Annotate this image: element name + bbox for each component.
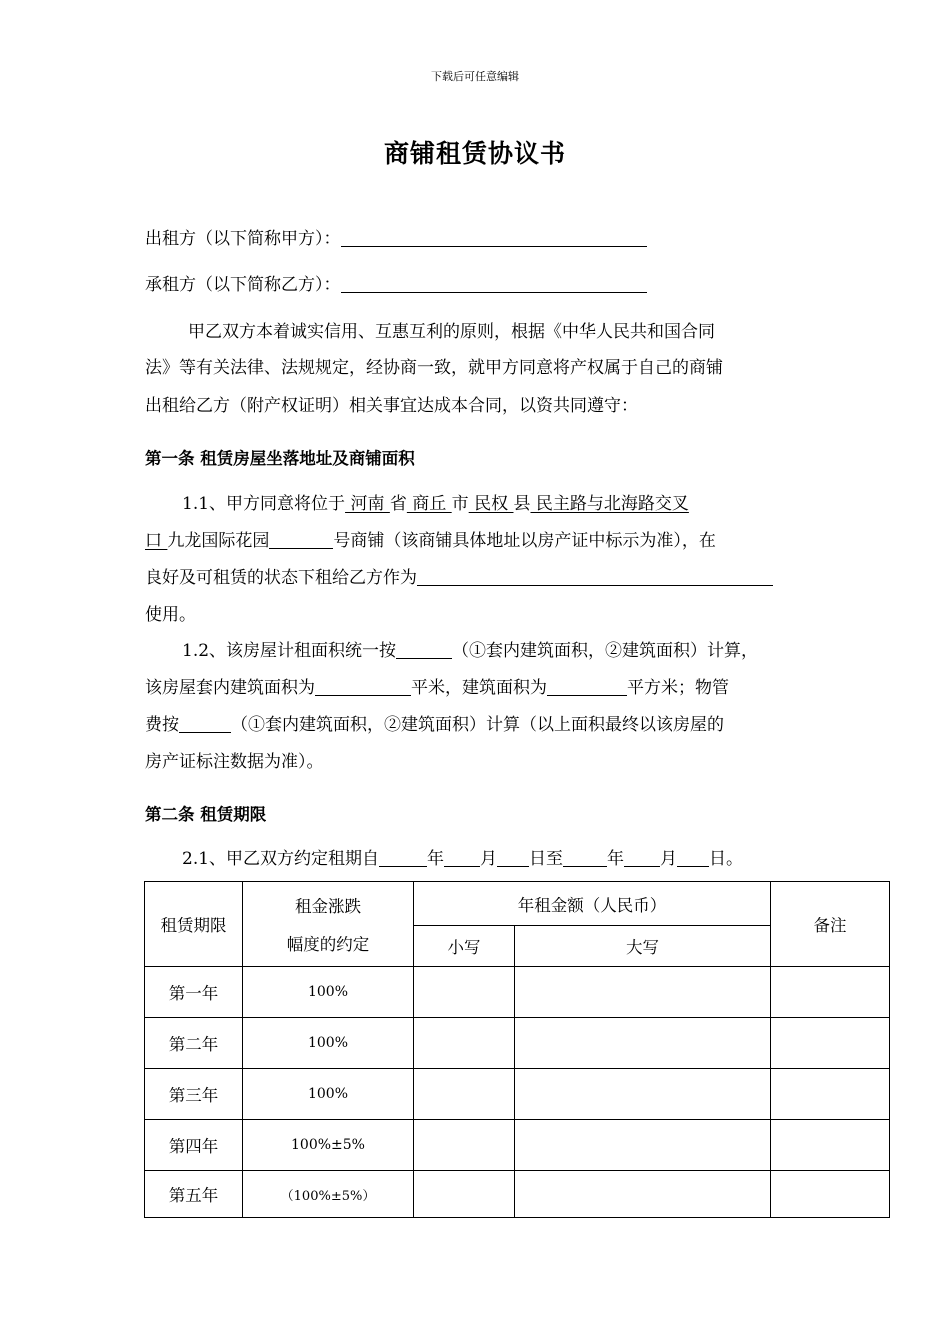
start-month-field[interactable] (444, 850, 480, 867)
intro-line-2: 法》等有关法律、法规规定，经协商一致，就甲方同意将产权属于自己的商铺 (145, 358, 723, 378)
term-prefix: 2.1、甲乙双方约定租期自 (182, 849, 380, 869)
county-unit: 县 (513, 494, 531, 514)
clause-1-2-line-3 (145, 714, 724, 736)
city-unit: 市 (451, 494, 469, 514)
clause-1-2-line-2 (145, 677, 729, 699)
row-adjustment: 100%±5% (243, 1120, 414, 1171)
clause-1-2-line-4: 房产证标注数据为准）。 (145, 752, 324, 772)
inner-area-field[interactable] (315, 679, 411, 696)
row-note[interactable] (771, 1171, 890, 1218)
header-annual-rent: 年租金额（人民币） (414, 882, 771, 926)
document-title: 商铺租赁协议书 (383, 139, 566, 168)
row-amount-lower[interactable] (414, 1018, 515, 1069)
lessee-line (145, 274, 647, 296)
row-adjustment: （100%±5%） (243, 1171, 414, 1218)
usage-purpose-field[interactable] (417, 569, 773, 586)
row-amount-lower[interactable] (414, 967, 515, 1018)
fee-basis-field[interactable] (179, 716, 231, 733)
table-row (145, 967, 890, 1018)
end-day-unit: 日。 (709, 849, 744, 869)
row-amount-lower[interactable] (414, 1171, 515, 1218)
row-note[interactable] (771, 967, 890, 1018)
clause-1-2-options: （①套内建筑面积，②建筑面积）计算， (452, 641, 759, 661)
road-value[interactable]: 民主路与北海路交叉 (530, 494, 689, 514)
shop-number-field[interactable] (269, 532, 333, 549)
start-day-field[interactable] (497, 850, 529, 867)
table-row (145, 1120, 890, 1171)
clause-1-2-line-1 (182, 640, 758, 662)
header-adjustment-line-2: 幅度的约定 (286, 935, 370, 954)
header-uppercase: 大写 (515, 926, 771, 967)
road-value-cont[interactable]: 口 (145, 531, 168, 551)
row-adjustment: 100% (243, 1069, 414, 1120)
county-value[interactable]: 民权 (468, 494, 514, 514)
end-year-field[interactable] (563, 850, 607, 867)
rent-schedule-table (144, 881, 890, 1218)
clause-1-2-prefix: 1.2、该房屋计租面积统一按 (182, 641, 397, 661)
row-period: 第三年 (145, 1069, 243, 1120)
row-amount-lower[interactable] (414, 1069, 515, 1120)
building-area-label: 平米，建筑面积为 (411, 678, 547, 698)
row-period: 第四年 (145, 1120, 243, 1171)
table-row (145, 1171, 890, 1218)
start-year-field[interactable] (379, 850, 427, 867)
day-to-label: 日至 (529, 849, 564, 869)
building-area-field[interactable] (547, 679, 627, 696)
province-value[interactable]: 河南 (345, 494, 390, 514)
row-amount-upper[interactable] (515, 1069, 771, 1120)
end-year-unit: 年 (607, 849, 625, 869)
article-2-heading: 第二条 租赁期限 (145, 805, 267, 824)
header-adjustment-line-1: 租金涨跌 (295, 897, 361, 916)
row-period: 第二年 (145, 1018, 243, 1069)
lessor-label: 出租方（以下简称甲方）： (145, 229, 341, 249)
start-year-unit: 年 (427, 849, 445, 869)
province-unit: 省 (389, 494, 407, 514)
row-amount-upper[interactable] (515, 967, 771, 1018)
clause-1-1-line-2 (145, 530, 716, 552)
clause-1-1-prefix: 1.1、甲方同意将位于 (182, 494, 346, 514)
clause-1-1-line-4: 使用。 (145, 605, 196, 625)
lessee-label: 承租方（以下简称乙方）： (145, 275, 341, 295)
row-amount-upper[interactable] (515, 1171, 771, 1218)
row-note[interactable] (771, 1018, 890, 1069)
row-note[interactable] (771, 1069, 890, 1120)
rent-area-basis-field[interactable] (396, 642, 452, 659)
clause-1-1-line-3 (145, 567, 773, 589)
header-note: 下载后可任意编辑 (431, 70, 519, 83)
row-adjustment: 100% (243, 967, 414, 1018)
row-period: 第一年 (145, 967, 243, 1018)
row-amount-upper[interactable] (515, 1120, 771, 1171)
table-row (145, 1018, 890, 1069)
inner-area-label: 该房屋套内建筑面积为 (145, 678, 315, 698)
usage-label: 良好及可租赁的状态下租给乙方作为 (145, 568, 417, 588)
table-row (145, 1069, 890, 1120)
fee-basis-prefix: 费按 (145, 715, 179, 735)
header-period: 租赁期限 (145, 882, 243, 967)
clause-1-1-line-1 (182, 493, 689, 515)
article-1-heading: 第一条 租赁房屋坐落地址及商铺面积 (145, 449, 415, 468)
end-month-field[interactable] (624, 850, 660, 867)
estate-name: 九龙国际花园 (167, 531, 270, 551)
row-period: 第五年 (145, 1171, 243, 1218)
row-amount-lower[interactable] (414, 1120, 515, 1171)
row-amount-upper[interactable] (515, 1018, 771, 1069)
header-lowercase: 小写 (414, 926, 515, 967)
start-month-unit: 月 (480, 849, 498, 869)
intro-line-3: 出租给乙方（附产权证明）相关事宜达成本合同，以资共同遵守： (145, 396, 638, 416)
row-note[interactable] (771, 1120, 890, 1171)
table-header-row (145, 882, 890, 926)
intro-line-1: 甲乙双方本着诚实信用、互惠互利的原则，根据《中华人民共和国合同 (188, 322, 715, 342)
row-adjustment: 100% (243, 1018, 414, 1069)
lessor-line (145, 228, 647, 250)
fee-basis-options: （①套内建筑面积，②建筑面积）计算（以上面积最终以该房屋的 (231, 715, 724, 735)
property-fee-label: 平方米；物管 (627, 678, 729, 698)
header-adjustment (243, 882, 414, 967)
lessor-name-field[interactable] (341, 230, 647, 247)
end-month-unit: 月 (660, 849, 678, 869)
shop-suffix: 号商铺（该商铺具体地址以房产证中标示为准），在 (333, 531, 716, 551)
end-day-field[interactable] (677, 850, 709, 867)
header-note: 备注 (771, 882, 890, 967)
clause-2-1 (182, 848, 743, 870)
city-value[interactable]: 商丘 (406, 494, 452, 514)
lessee-name-field[interactable] (341, 276, 647, 293)
